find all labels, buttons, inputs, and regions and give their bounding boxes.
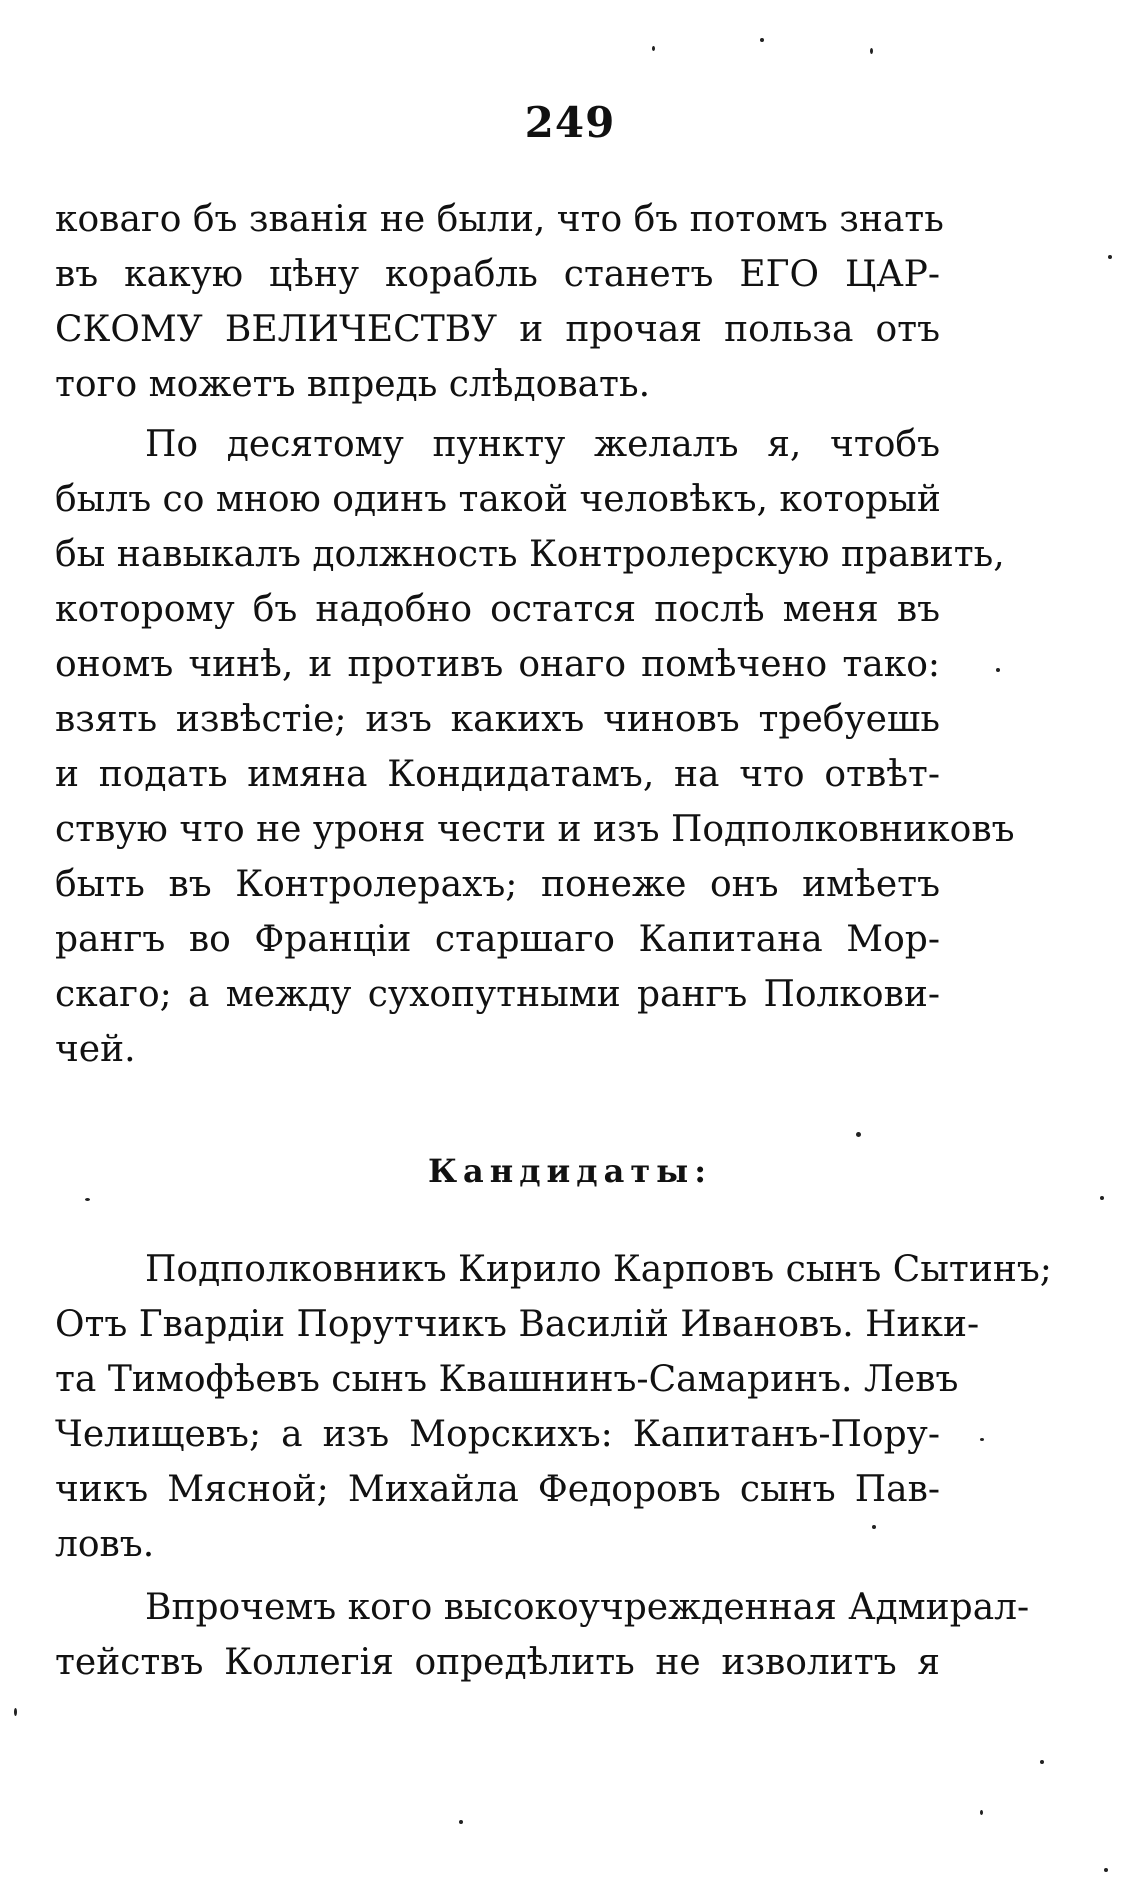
text-line: въ какую цѣну корабль станетъ ЕГО ЦАР-: [55, 254, 940, 295]
scan-speck: [760, 38, 764, 42]
text-line: скаго; а между сухопутными рангъ Полкови-: [55, 974, 940, 1015]
scan-speck: [1104, 1868, 1108, 1872]
scan-speck: [652, 46, 655, 51]
text-line: рангъ во Франціи старшаго Капитана Мор-: [55, 919, 940, 960]
text-line: Отъ Гвардіи Порутчикъ Василій Ивановъ. Ники-: [55, 1304, 980, 1345]
section-heading: Кандидаты:: [427, 1152, 713, 1190]
text-line: та Тимофѣевъ сынъ Квашнинъ-Самаринъ. Левъ: [55, 1359, 959, 1400]
text-line: Подполковникъ Кирило Карповъ сынъ Сытинъ;: [145, 1249, 1052, 1290]
scan-speck: [85, 1198, 90, 1201]
scan-speck: [14, 1708, 17, 1716]
text-line: взять извѣстіе; изъ какихъ чиновъ требуешь: [55, 699, 940, 740]
text-line: СКОМУ ВЕЛИЧЕСТВУ и прочая польза отъ: [55, 309, 940, 350]
page-number: 249: [524, 98, 616, 147]
scan-speck: [1100, 1196, 1104, 1200]
text-line: бы навыкалъ должность Контролерскую править,: [55, 534, 1005, 575]
text-line: коваго бъ званія не были, что бъ потомъ знать: [55, 199, 944, 240]
text-line: ловъ.: [55, 1524, 155, 1565]
scan-speck: [980, 1810, 983, 1815]
scan-speck: [872, 1525, 876, 1529]
text-line: которому бъ надобно остатся послѣ меня въ: [55, 589, 940, 630]
text-line: того можетъ впредь слѣдовать.: [55, 364, 651, 405]
text-line: былъ со мною одинъ такой человѣкъ, который: [55, 479, 941, 520]
scan-speck: [996, 668, 1000, 672]
scan-speck: [856, 1132, 861, 1137]
scan-speck: [870, 48, 873, 54]
text-line: чикъ Мясной; Михайла Федоровъ сынъ Пав-: [55, 1469, 940, 1510]
text-line: и подать имяна Кондидатамъ, на что отвѣт-: [55, 754, 940, 795]
text-line: ономъ чинѣ, и противъ онаго помѣчено тако:: [55, 644, 940, 685]
scan-speck: [1040, 1760, 1044, 1764]
text-line: По десятому пункту желалъ я, чтобъ: [145, 424, 940, 465]
text-line: Челищевъ; а изъ Морскихъ: Капитанъ-Пору-: [55, 1414, 940, 1455]
scan-speck: [1108, 255, 1112, 259]
text-line: тействъ Коллегія опредѣлить не изволитъ я: [55, 1642, 940, 1683]
text-line: ствую что не уроня чести и изъ Подполковниковъ: [55, 809, 1015, 850]
text-line: Впрочемъ кого высокоучрежденная Адмирал-: [145, 1587, 1030, 1628]
scan-speck: [459, 1820, 463, 1824]
scan-speck: [980, 1438, 984, 1441]
text-line: быть въ Контролерахъ; понеже онъ имѣетъ: [55, 864, 940, 905]
text-line: чей.: [55, 1029, 136, 1070]
